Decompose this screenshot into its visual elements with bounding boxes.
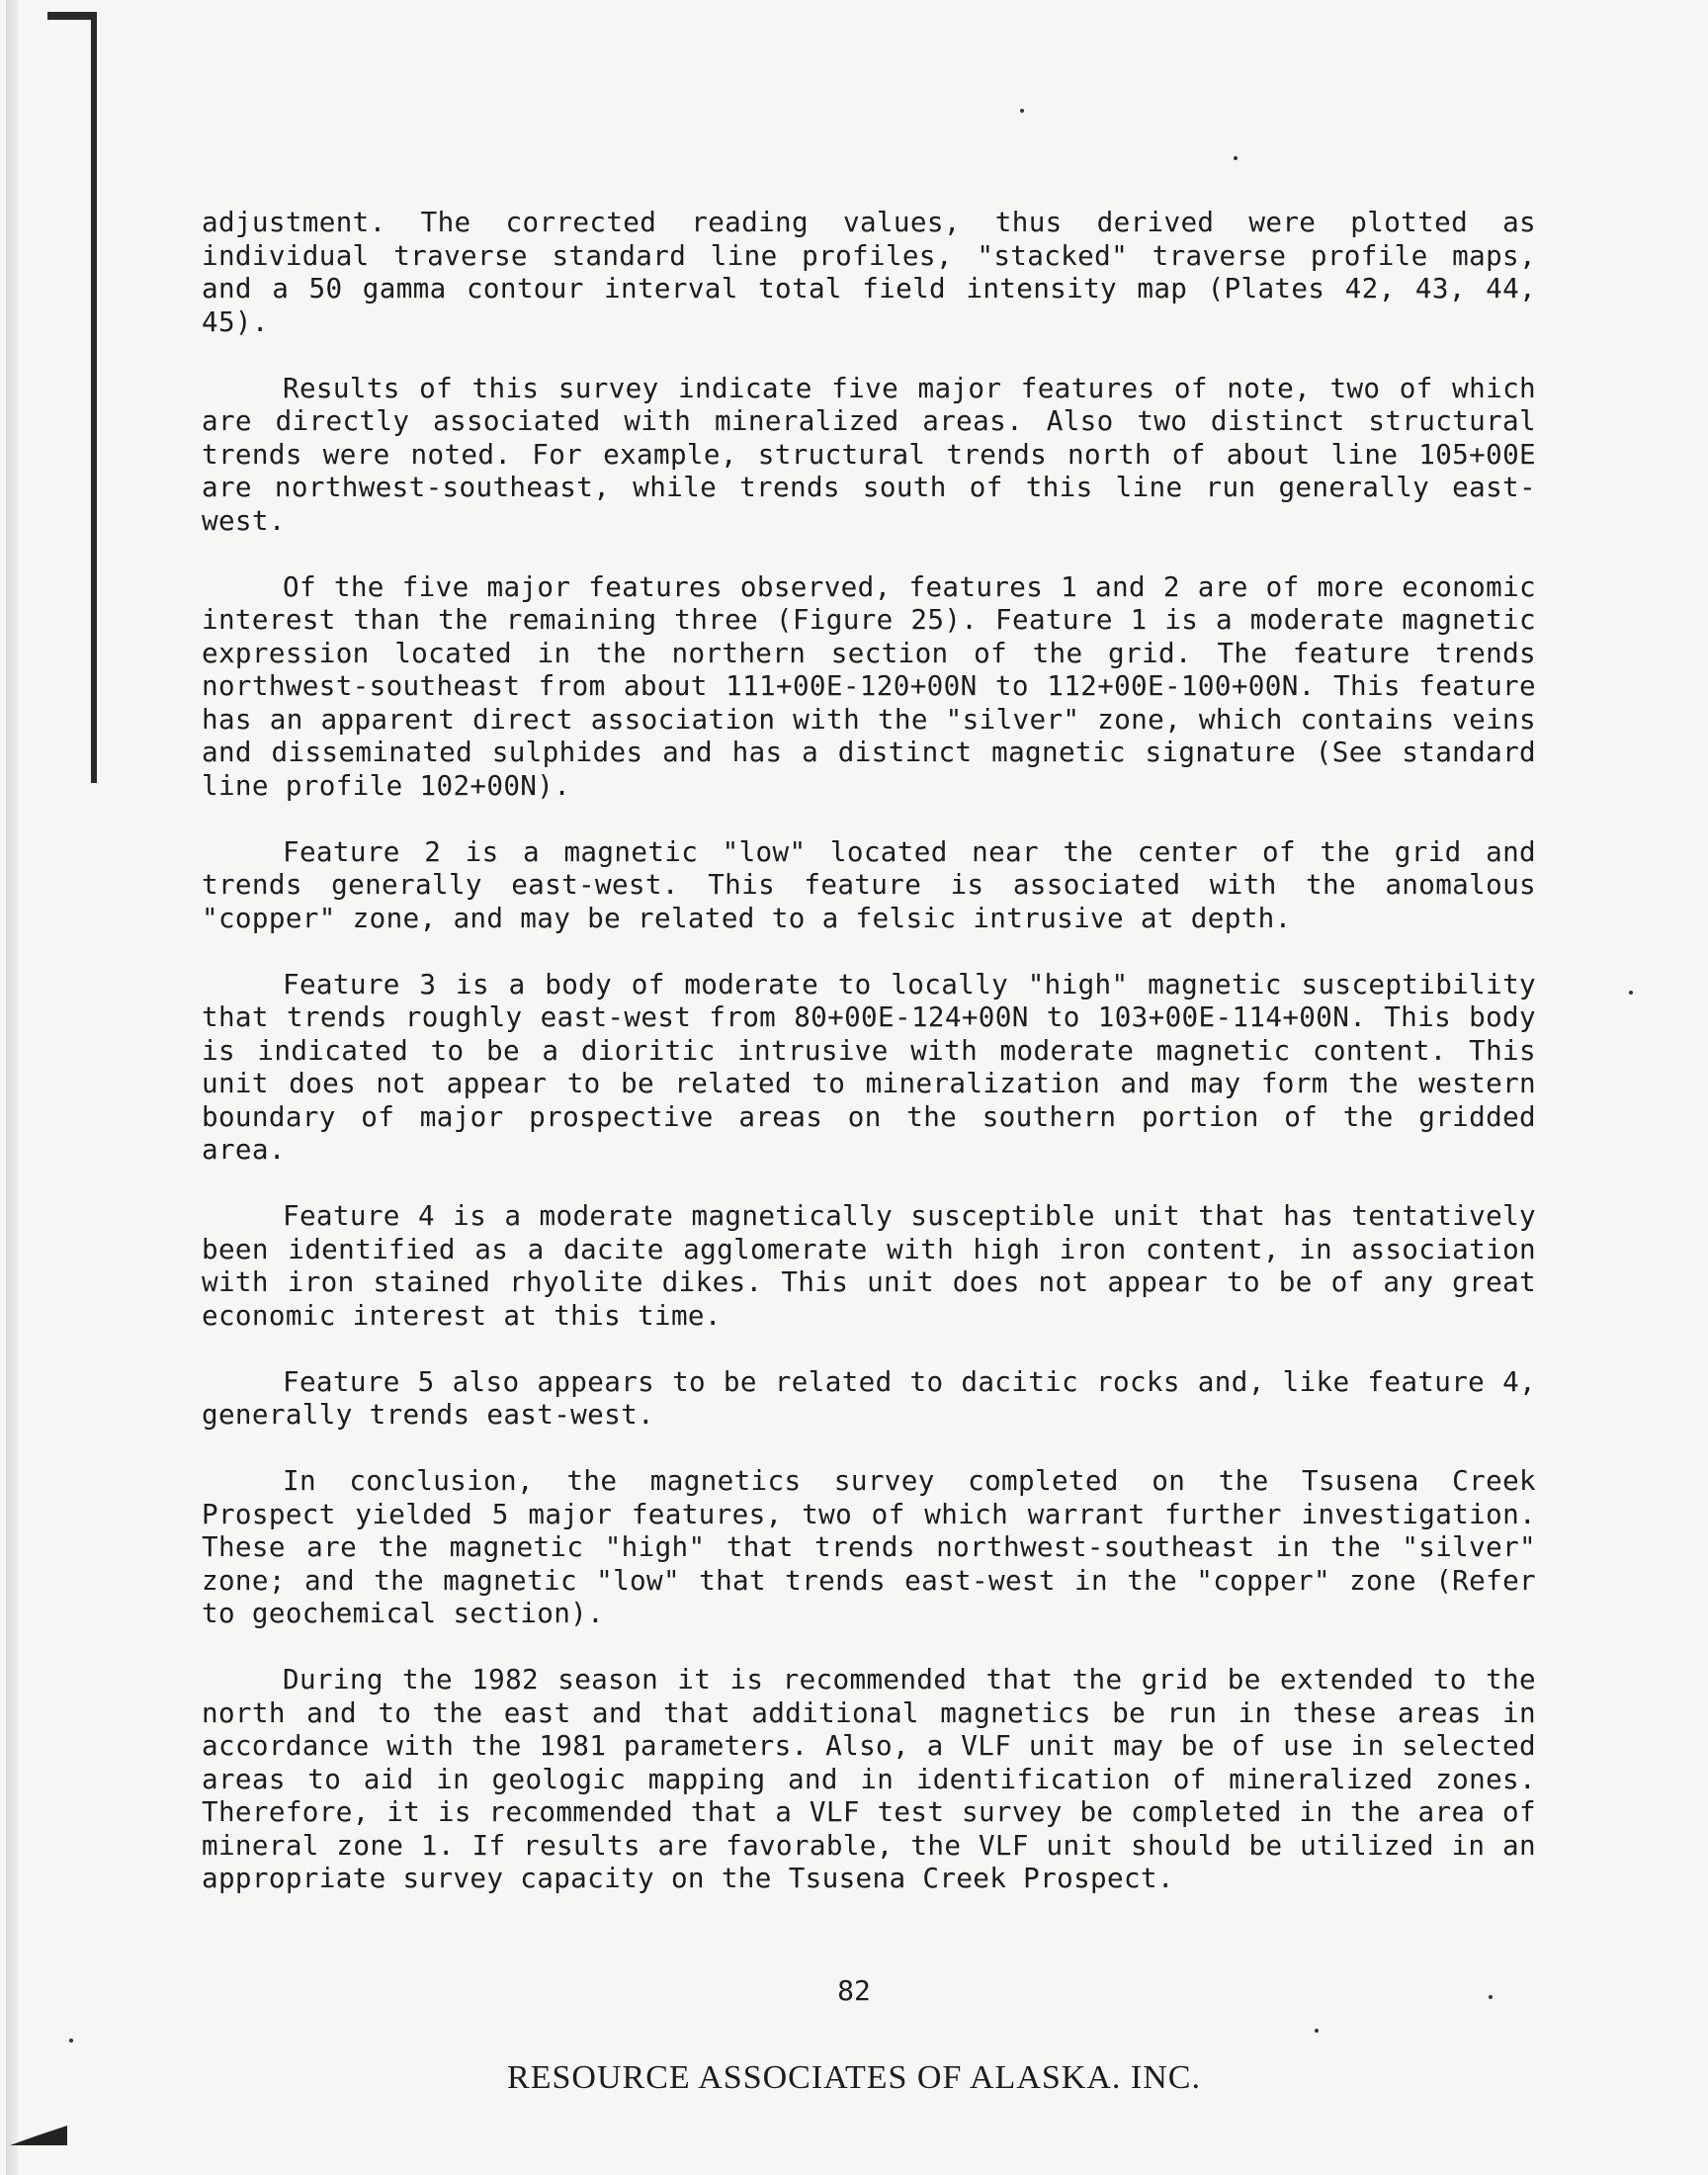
body-text xyxy=(202,206,1536,1928)
company-footer: RESOURCE ASSOCIATES OF ALASKA. INC. xyxy=(507,2059,1201,2096)
scan-speck xyxy=(1629,991,1633,995)
scan-mark-top xyxy=(47,12,97,20)
scan-binding-edge xyxy=(6,0,18,2175)
paragraph: Results of this survey indicate five major features of note, two of which are directly associated with mineralized areas. Also two distinct structural trends were noted. For example, structural trends north of about line 105+00E are northwest-southeast, while trends south of this line run generally east-west. xyxy=(202,371,1536,537)
paragraph: Of the five major features observed, features 1 and 2 are of more economic interest than the remaining three (Figure 25). Feature 1 is a moderate magnetic expression located in the northern section of the grid. The feature trends northwest-southeast from about 111+00E-120+00N to 112+00E-100+00N. This feature has an apparent direct association with the "silver" zone, which contains veins and disseminated sulphides and has a distinct magnetic signature (See standard line profile 102+00N). xyxy=(202,569,1536,802)
scan-speck xyxy=(1020,109,1024,113)
scan-speck xyxy=(1234,156,1238,160)
paragraph: adjustment. The corrected reading values, thus derived were plotted as individual traverse standard line profiles, "stacked" traverse profile maps, and a 50 gamma contour interval total field intensity map (Plates 42, 43, 44, 45). xyxy=(202,206,1536,338)
paragraph: Feature 3 is a body of moderate to locally "high" magnetic susceptibility that trends roughly east-west from 80+00E-124+00N to 103+00E-114+00N. This body is indicated to be a dioritic intrusive with moderate magnetic content. This unit does not appear to be related to mineralization and may form the western boundary of major prospective areas on the southern portion of the gridded area. xyxy=(202,967,1536,1166)
paragraph: Feature 2 is a magnetic "low" located near the center of the grid and trends generally east-west. This feature is associated with the anomalous "copper" zone, and may be related to a felsic intrusive at depth. xyxy=(202,834,1536,934)
page-number: 82 xyxy=(837,1974,871,2007)
scan-speck xyxy=(1315,2029,1319,2033)
scan-speck xyxy=(69,2039,73,2043)
scan-mark-left-bar xyxy=(91,12,97,783)
paragraph: During the 1982 season it is recommended that the grid be extended to the north and to the east and that additional magnetics be run in these areas in accordance with the 1981 parameters. Also, a VLF unit may be of use in selected areas to aid in geologic mapping and in identification of mineralized zones. Therefore, it is recommended that a VLF test survey be completed in the area of mineral zone 1. If results are favorable, the VLF unit should be utilized in an appropriate survey capacity on the Tsusena Creek Prospect. xyxy=(202,1663,1536,1894)
paragraph: Feature 4 is a moderate magnetically susceptible unit that has tentatively been identified as a dacite agglomerate with high iron content, in association with iron stained rhyolite dikes. This unit does not appear to be of any great economic interest at this time. xyxy=(202,1199,1536,1332)
paragraph: In conclusion, the magnetics survey completed on the Tsusena Creek Prospect yielded 5 major features, two of which warrant further investigation. These are the magnetic "high" that trends northwest-southeast in the "silver" zone; and the magnetic "low" that trends east-west in the "copper" zone (Refer to geochemical section). xyxy=(202,1464,1536,1629)
paragraph: Feature 5 also appears to be related to dacitic rocks and, like feature 4, generally trends east-west. xyxy=(202,1364,1536,1431)
scan-corner-mark xyxy=(10,2126,67,2145)
